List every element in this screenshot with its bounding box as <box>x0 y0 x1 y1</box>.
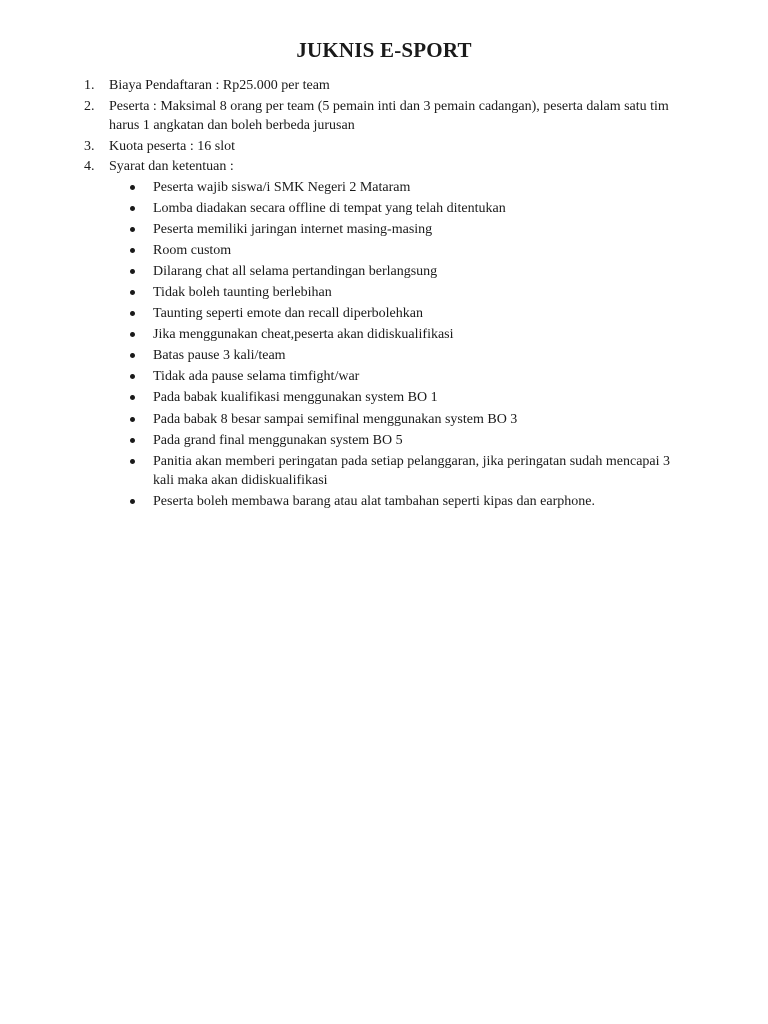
bullet-item <box>153 304 674 324</box>
list-item <box>84 76 674 96</box>
bullet-item <box>153 452 674 491</box>
bullet-item <box>153 431 674 451</box>
bullet-item <box>153 178 674 198</box>
bullet-text: Room custom <box>153 242 232 258</box>
bullet-icon <box>130 417 135 422</box>
bullet-icon <box>130 459 135 464</box>
bullet-item <box>153 325 674 345</box>
bullet-text: Pada grand final menggunakan system BO 5 <box>153 432 403 448</box>
item-text: Syarat dan ketentuan : <box>109 159 234 174</box>
numbered-list <box>84 76 674 513</box>
rules-bullet-list <box>109 178 674 512</box>
list-item <box>84 97 674 136</box>
bullet-icon <box>130 332 135 337</box>
item-number: 1. <box>84 78 95 93</box>
bullet-item <box>153 346 674 366</box>
bullet-item <box>153 410 674 430</box>
bullet-icon <box>130 206 135 211</box>
bullet-icon <box>130 248 135 253</box>
bullet-text: Tidak ada pause selama timfight/war <box>153 369 360 385</box>
item-text: Kuota peserta : 16 slot <box>109 138 235 154</box>
list-item <box>84 137 674 157</box>
bullet-text: Dilarang chat all selama pertandingan berlangsung <box>153 263 438 279</box>
bullet-text: Lomba diadakan secara offline di tempat yang telah ditentukan <box>153 200 506 216</box>
bullet-icon <box>130 185 135 190</box>
bullet-icon <box>130 499 135 504</box>
bullet-item <box>153 241 674 261</box>
bullet-icon <box>130 269 135 274</box>
bullet-text: Peserta wajib siswa/i SMK Negeri 2 Mataram <box>153 179 411 195</box>
bullet-text: Taunting seperti emote dan recall diperbolehkan <box>153 306 423 322</box>
bullet-text: Peserta memiliki jaringan internet masing-masing <box>153 221 433 237</box>
item-text: Peserta : Maksimal 8 orang per team (5 pemain inti dan 3 pemain cadangan), peserta dalam satu tim harus 1 angkatan dan boleh berbeda jurusan <box>109 98 669 133</box>
document-title: JUKNIS E-SPORT <box>296 38 472 62</box>
bullet-text: Pada babak kualifikasi menggunakan system BO 1 <box>153 390 438 406</box>
bullet-icon <box>130 438 135 443</box>
bullet-icon <box>130 227 135 232</box>
bullet-icon <box>130 353 135 358</box>
item-number: 4. <box>84 159 95 174</box>
bullet-icon <box>130 374 135 379</box>
bullet-item <box>153 388 674 408</box>
bullet-item <box>153 262 674 282</box>
bullet-item <box>153 367 674 387</box>
bullet-text: Jika menggunakan cheat,peserta akan didiskualifikasi <box>153 327 454 343</box>
bullet-text: Panitia akan memberi peringatan pada setiap pelanggaran, jika peringatan sudah mencapai 3 kali maka akan didiskualifikasi <box>153 453 671 489</box>
list-item <box>84 157 674 512</box>
bullet-icon <box>130 395 135 400</box>
bullet-item <box>153 220 674 240</box>
bullet-item <box>153 492 674 512</box>
item-text: Biaya Pendaftaran : Rp25.000 per team <box>109 78 330 93</box>
item-number: 3. <box>84 138 95 154</box>
bullet-item <box>153 199 674 219</box>
bullet-text: Peserta boleh membawa barang atau alat tambahan seperti kipas dan earphone. <box>153 494 595 510</box>
bullet-text: Batas pause 3 kali/team <box>153 348 286 364</box>
bullet-text: Tidak boleh taunting berlebihan <box>153 284 332 300</box>
bullet-item <box>153 283 674 303</box>
bullet-icon <box>130 290 135 295</box>
bullet-text: Pada babak 8 besar sampai semifinal menggunakan system BO 3 <box>153 411 518 427</box>
bullet-icon <box>130 311 135 316</box>
item-number: 2. <box>84 98 95 114</box>
